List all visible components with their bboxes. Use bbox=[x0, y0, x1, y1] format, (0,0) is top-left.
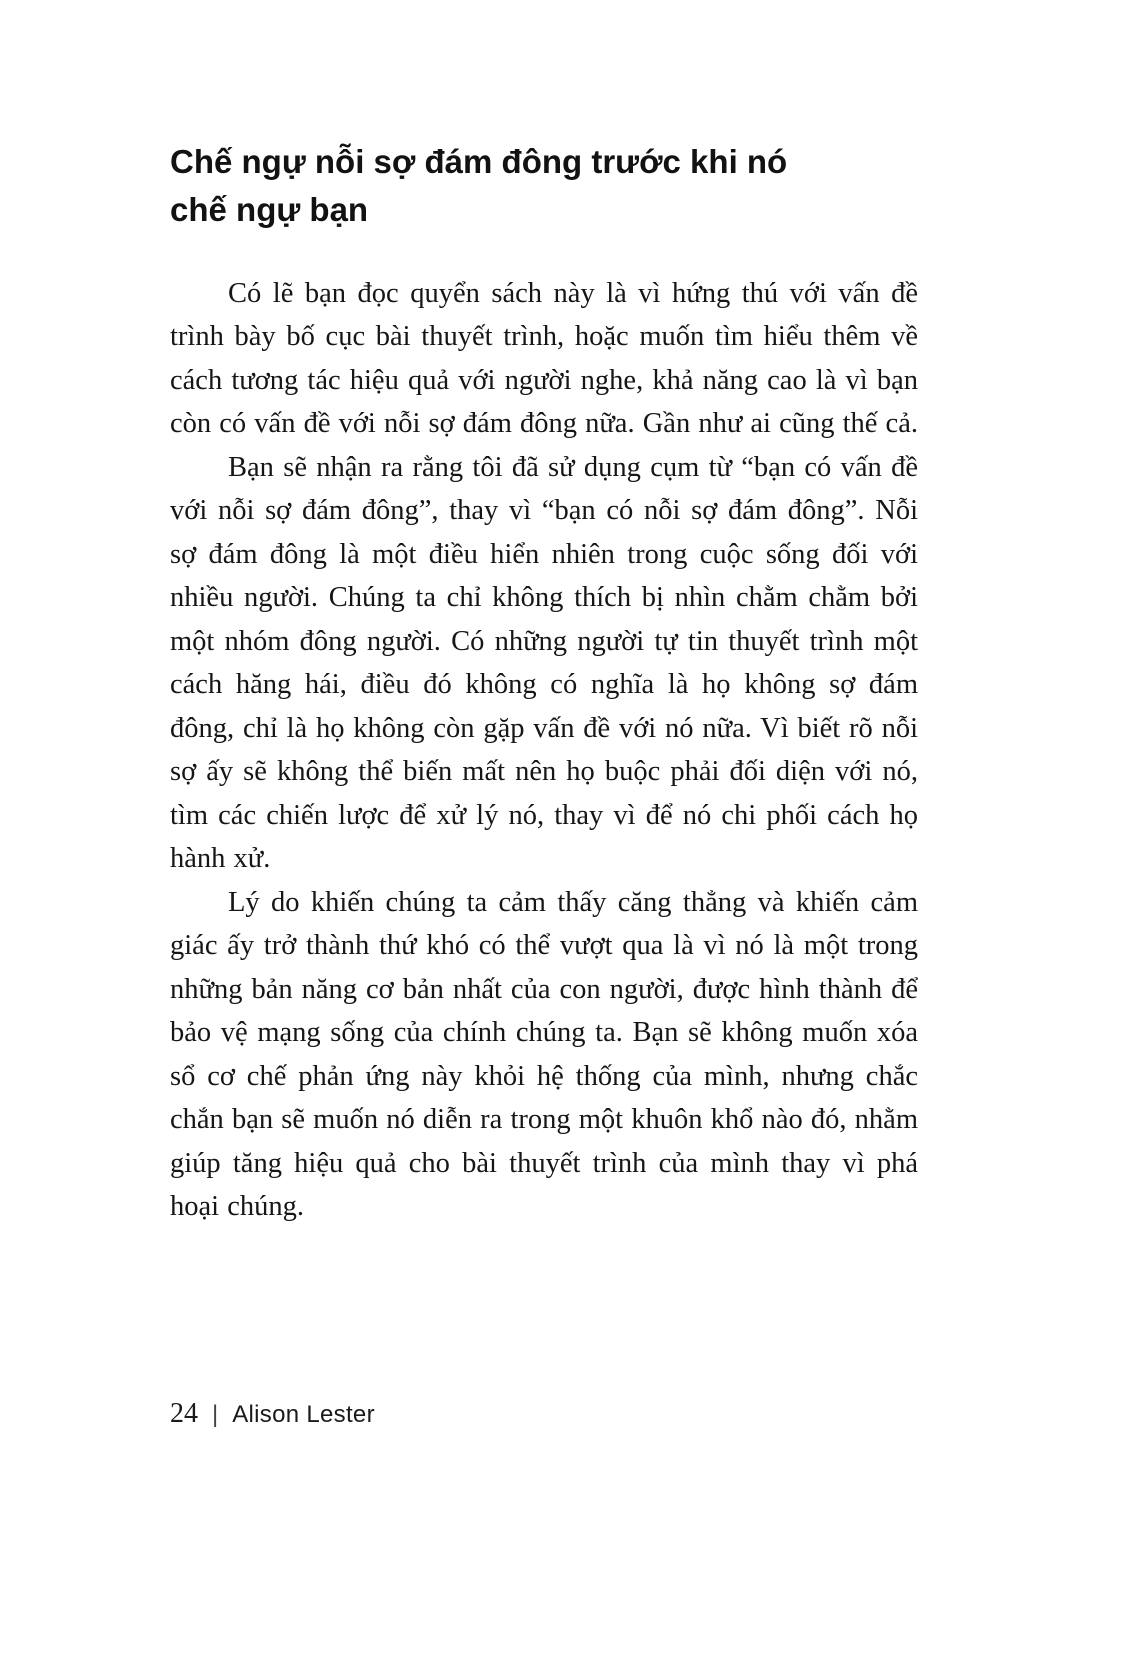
paragraph: Lý do khiến chúng ta cảm thấy căng thẳng và khiến cảm giác ấy trở thành thứ khó có thể vượt qua là vì nó là một trong những bản năng cơ bản nhất của con người, được hình thành để bảo vệ mạng sống của chính chúng ta. Bạn sẽ không muốn xóa sổ cơ chế phản ứng này khỏi hệ thống của mình, nhưng chắc chắn bạn sẽ muốn nó diễn ra trong một khuôn khổ nào đó, nhằm giúp tăng hiệu quả cho bài thuyết trình của mình thay vì phá hoại chúng. bbox=[170, 886, 918, 1223]
page-footer bbox=[170, 1398, 375, 1430]
footer-separator: | bbox=[212, 1401, 219, 1428]
page-content bbox=[170, 138, 918, 1229]
chapter-section-heading: Chế ngự nỗi sợ đám đông trước khi nó chế ngự bạn bbox=[170, 143, 788, 228]
paragraph: Có lẽ bạn đọc quyển sách này là vì hứng thú với vấn đề trình bày bố cục bài thuyết trình, hoặc muốn tìm hiểu thêm về cách tương tác hiệu quả với người nghe, khả năng cao là vì bạn còn có vấn đề với nỗi sợ đám đông nữa. Gần như ai cũng thế cả. bbox=[170, 277, 918, 440]
page-number: 24 bbox=[170, 1398, 198, 1429]
author-name: Alison Lester bbox=[232, 1401, 375, 1428]
body-text bbox=[170, 272, 918, 1229]
paragraph: Bạn sẽ nhận ra rằng tôi đã sử dụng cụm từ “bạn có vấn đề với nỗi sợ đám đông”, thay vì “bạn có nỗi sợ đám đông”. Nỗi sợ đám đông là một điều hiển nhiên trong cuộc sống đối với nhiều người. Chúng ta chỉ không thích bị nhìn chằm chằm bởi một nhóm đông người. Có những người tự tin thuyết trình một cách hăng hái, điều đó không có nghĩa là họ không sợ đám đông, chỉ là họ không còn gặp vấn đề với nó nữa. Vì biết rõ nỗi sợ ấy sẽ không thể biến mất nên họ buộc phải đối diện với nó, tìm các chiến lược để xử lý nó, thay vì để nó chi phối cách họ hành xử. bbox=[170, 451, 918, 875]
